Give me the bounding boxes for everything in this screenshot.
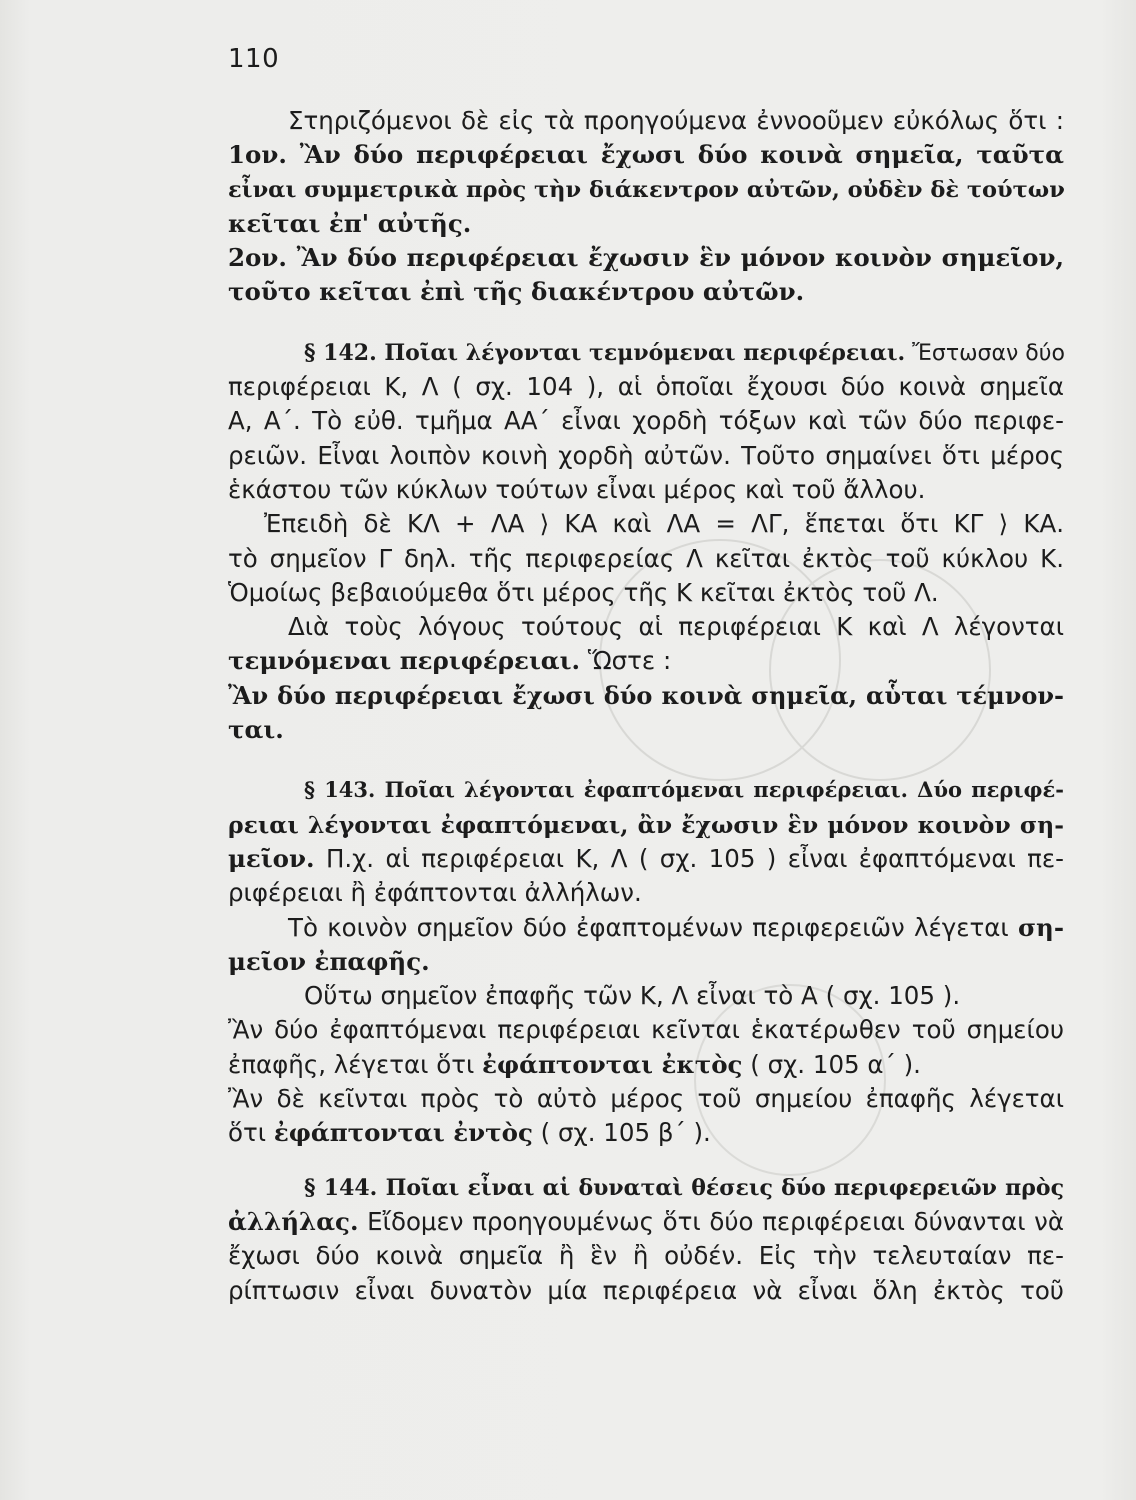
text-line: τὸ σημεῖον Γ δηλ. τῆς περιφερείας Λ κεῖται ἐκτὸς τοῦ κύκλου Κ. <box>228 543 1064 573</box>
text-line: 2ον. Ἂν δύο περιφέρειαι ἔχωσιν ἓν μόνον κοινὸν σημεῖον, <box>228 243 1064 273</box>
text-line: ἔχωσι δύο κοινὰ σημεῖα ἢ ἓν ἢ οὐδέν. Εἰς τὴν τελευταίαν πε- <box>228 1241 1064 1271</box>
text-line: Στηριζόμενοι δὲ εἰς τὰ προηγούμενα ἐννοοῦμεν εὐκόλως ὅτι : <box>288 106 1064 135</box>
text-line: εἶναι συμμετρικὰ πρὸς τὴν διάκεντρον αὐτῶν, οὐδὲν δὲ τούτων <box>228 176 1065 203</box>
text-line: κεῖται ἐπ' αὐτῆς. <box>228 208 472 238</box>
text-line: Οὕτω σημεῖον ἐπαφῆς τῶν Κ, Λ εἶναι τὸ Α ( σχ. 105 ). <box>304 981 961 1011</box>
text-line: Ἂν δύο περιφέρειαι ἔχωσι δύο κοινὰ σημεῖα, αὗται τέμνον- <box>228 680 1064 710</box>
text-line: μεῖον ἐπαφῆς. <box>228 946 430 976</box>
text-line: Διὰ τοὺς λόγους τούτους αἱ περιφέρειαι Κ καὶ Λ λέγονται <box>288 612 1064 642</box>
text-line: Ὁμοίως βεβαιούμεθα ὅτι μέρος τῆς Κ κεῖται ἐκτὸς τοῦ Λ. <box>228 577 939 607</box>
text-line: Ἐπειδὴ δὲ ΚΛ + ΛΑ ⟩ ΚΑ καὶ ΛΑ = ΛΓ, ἕπεται ὅτι ΚΓ ⟩ ΚΑ. <box>264 509 1064 539</box>
text-line: 1ον. Ἂν δύο περιφέρειαι ἔχωσι δύο κοινὰ σημεῖα, ταῦτα <box>228 140 1065 170</box>
page-number: 110 <box>228 44 280 74</box>
text-line: Α, Α΄. Τὸ εὐθ. τμῆμα ΑΑ΄ εἶναι χορδὴ τόξων καὶ τῶν δύο περιφε- <box>228 406 1064 436</box>
section-142-heading: § 142. Ποῖαι λέγονται τεμνόμεναι περιφέρειαι. Ἔστωσαν δύο <box>304 339 1065 366</box>
paragraph-gap <box>228 747 1064 773</box>
body-text <box>228 104 1064 1308</box>
paragraph-gap <box>228 310 1064 336</box>
section-143-heading: § 143. Ποῖαι λέγονται ἐφαπτόμεναι περιφέρειαι. Δύο περιφέ- <box>304 777 1064 803</box>
text-line: Τὸ κοινὸν σημεῖον δύο ἐφαπτομένων περιφερειῶν λέγεται ση- <box>288 912 1064 942</box>
text-line: ριφέρειαι ἢ ἐφάπτονται ἀλλήλων. <box>228 878 642 908</box>
text-line: ὅτι ἐφάπτονται ἐντὸς ( σχ. 105 β΄ ). <box>228 1118 711 1148</box>
text-line: ται. <box>228 715 284 745</box>
text-line: ρειῶν. Εἶναι λοιπὸν κοινὴ χορδὴ αὐτῶν. Τοῦτο σημαίνει ὅτι μέρος <box>228 440 1064 470</box>
paragraph-gap <box>228 1151 1064 1171</box>
text-line: μεῖον. Π.χ. αἱ περιφέρειαι Κ, Λ ( σχ. 105 ) εἶναι ἐφαπτόμεναι πε- <box>228 843 1064 873</box>
text-line: ρειαι λέγονται ἐφαπτόμεναι, ἂν ἔχωσιν ἓν μόνον κοινὸν ση- <box>228 810 1064 839</box>
text-line: ἀλλήλας. Εἴδομεν προηγουμένως ὅτι δύο περιφέρειαι δύνανται νὰ <box>228 1206 1064 1236</box>
text-line: Ἂν δύο ἐφαπτόμεναι περιφέρειαι κεῖνται ἑκατέρωθεν τοῦ σημείου <box>228 1015 1064 1045</box>
text-line: ἐπαφῆς, λέγεται ὅτι ἐφάπτονται ἐκτὸς ( σχ. 105 α΄ ). <box>228 1049 921 1079</box>
text-line: ἑκάστου τῶν κύκλων τούτων εἶναι μέρος καὶ τοῦ ἄλλου. <box>228 474 926 504</box>
text-line: περιφέρειαι Κ, Λ ( σχ. 104 ), αἱ ὁποῖαι ἔχουσι δύο κοινὰ σημεῖα <box>228 372 1064 402</box>
text-line: τεμνόμεναι περιφέρειαι. Ὥστε : <box>228 646 672 676</box>
text-line: Ἂν δὲ κεῖνται πρὸς τὸ αὐτὸ μέρος τοῦ σημείου ἐπαφῆς λέγεται <box>228 1084 1064 1114</box>
section-144-heading: § 144. Ποῖαι εἶναι αἱ δυναταὶ θέσεις δύο περιφερειῶν πρὸς <box>304 1174 1064 1201</box>
text-line: ρίπτωσιν εἶναι δυνατὸν μία περιφέρεια νὰ εἶναι ὅλη ἐκτὸς τοῦ <box>228 1275 1064 1305</box>
text-line: τοῦτο κεῖται ἐπὶ τῆς διακέντρου αὐτῶν. <box>228 277 805 307</box>
